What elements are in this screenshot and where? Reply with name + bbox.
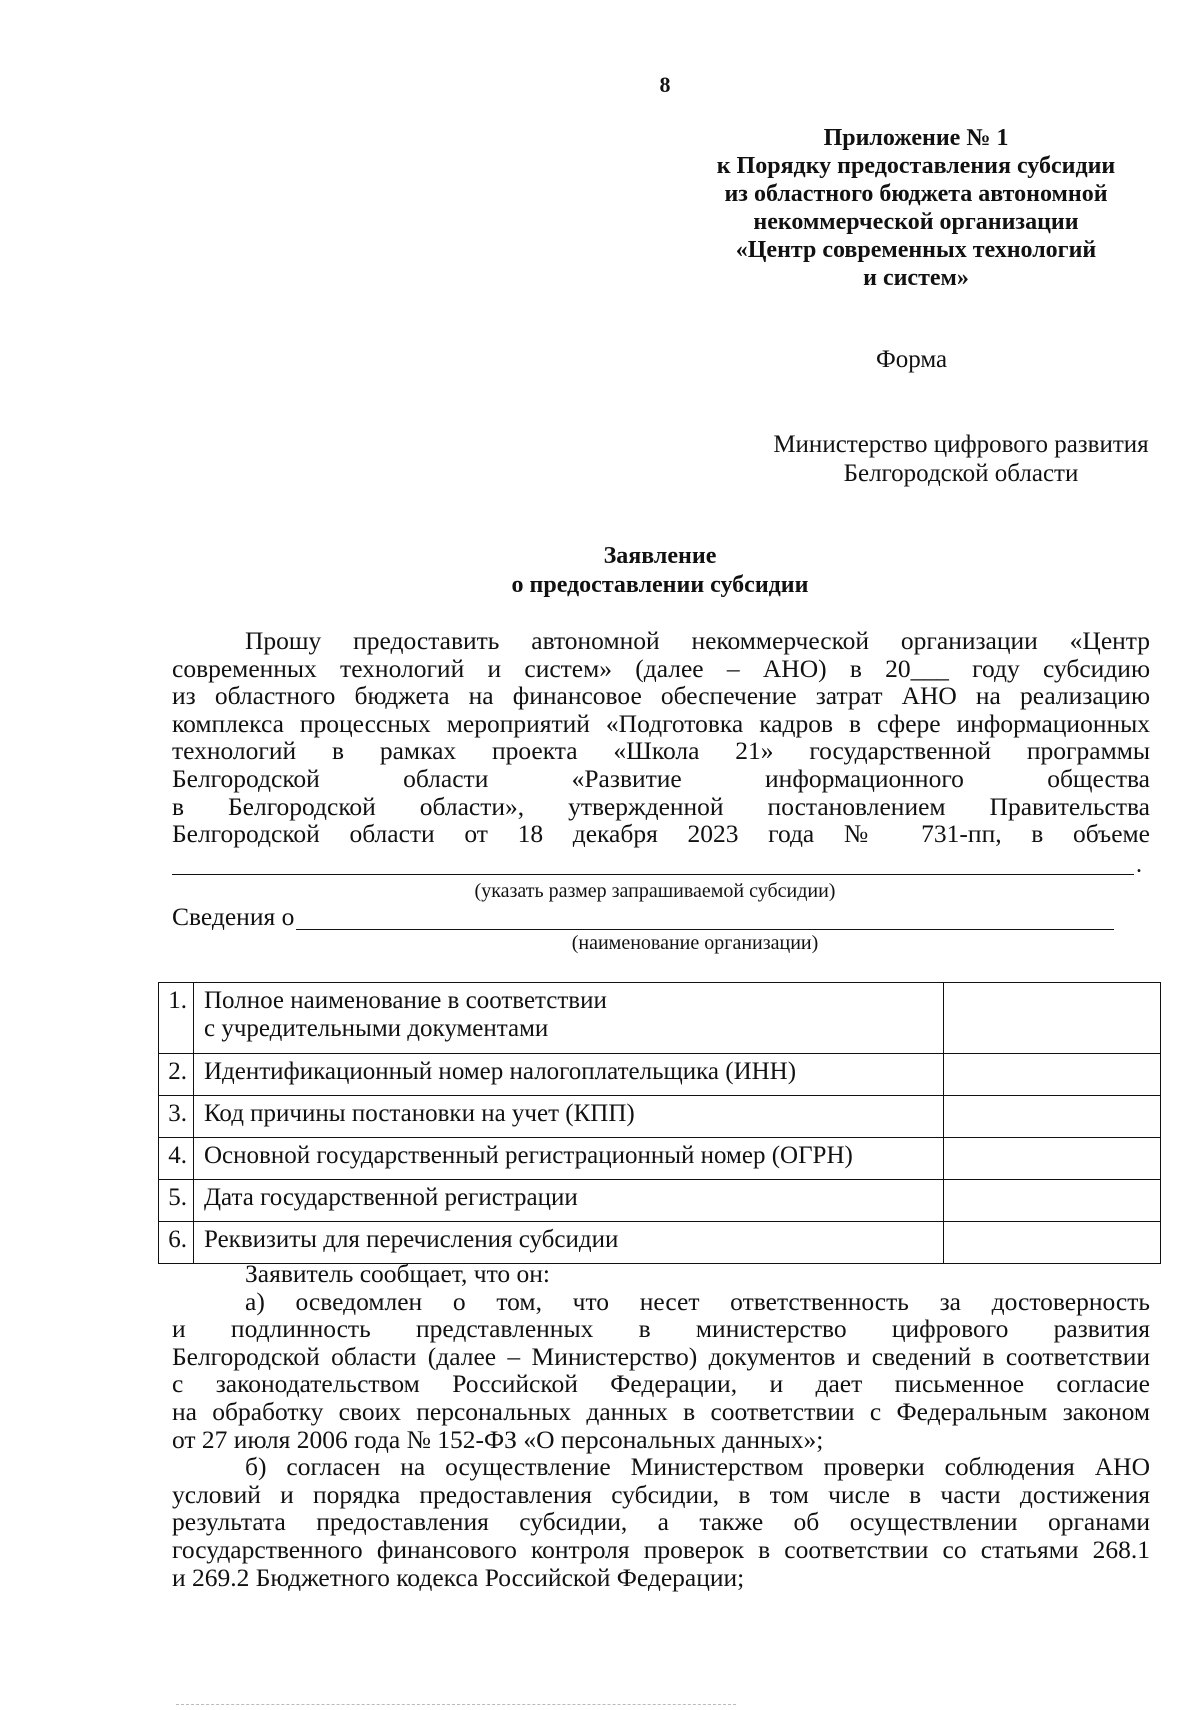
appendix-line: Приложение № 1 [823,125,1009,151]
statement-line: результата предоставления субсидии, а также об осуществлении органами [172,1507,1150,1537]
row-value-cell[interactable] [944,1180,1161,1222]
row-label: Идентификационный номер налогоплательщика (ИНН) [194,1054,944,1096]
statement-intro: Заявитель сообщает, что он: [245,1259,550,1288]
statement-line: условий и порядка предоставления субсидии, в том числе в части достижения [172,1479,1150,1509]
table-row [159,983,1161,1054]
appendix-line: из областного бюджета автономной [724,181,1108,207]
paragraph-line: Белгородской области «Развитие информационного общества [172,763,1150,793]
row-number: 3. [159,1096,194,1138]
row-number: 2. [159,1054,194,1096]
appendix-header [686,124,1146,292]
statement-line: и подлинность представленных в министерство цифрового развития [172,1314,1150,1344]
appendix-line: «Центр современных технологий [735,237,1097,263]
appendix-line: и систем» [863,265,969,291]
paragraph-line: в Белгородской области», утвержденной постановлением Правительства [172,791,1150,821]
table-row [159,1222,1161,1264]
paragraph-line: комплекса процессных мероприятий «Подготовка кадров в сфере информационных [172,708,1150,738]
addressee [716,430,1200,488]
row-value-cell[interactable] [944,983,1161,1054]
amount-caption: (указать размер запрашиваемой субсидии) [474,880,836,902]
scan-edge-divider [176,1704,736,1705]
request-paragraph [172,627,1150,848]
paragraph-line: современных технологий и систем» (далее – АНО) в 20___ году субсидию [172,653,1150,683]
row-number: 5. [159,1180,194,1222]
row-label: Код причины постановки на учет (КПП) [194,1096,944,1138]
addressee-line: Белгородской области [843,460,1079,487]
row-label: Реквизиты для перечисления субсидии [194,1222,944,1264]
title-line-1: Заявление [603,543,717,569]
row-label-line: Полное наименование в соответствии [204,987,607,1014]
applicant-statements [172,1260,1150,1591]
organization-info-table [158,982,1161,1264]
form-label: Форма [876,346,948,373]
appendix-line: к Порядку предоставления субсидии [716,153,1116,179]
paragraph-line: Прошу предоставить автономной некоммерческой организации «Центр [245,626,1150,655]
table-row [159,1180,1161,1222]
row-value-cell[interactable] [944,1054,1161,1096]
document-title [440,542,880,600]
paragraph-line: технологий в рамках проекта «Школа 21» государственной программы [172,736,1150,766]
row-number: 4. [159,1138,194,1180]
row-label: Дата государственной регистрации [194,1180,944,1222]
statement-line: с законодательством Российской Федерации, и дает письменное согласие [172,1369,1150,1399]
page-number: 8 [659,72,671,97]
table-row [159,1138,1161,1180]
statement-line: Белгородской области (далее – Министерство) документов и сведений в соответствии [172,1341,1150,1371]
row-label-line: с учредительными документами [204,1015,549,1042]
subsidy-amount-blank[interactable] [172,874,1134,875]
row-value-cell[interactable] [944,1138,1161,1180]
addressee-line: Министерство цифрового развития [773,431,1149,458]
statement-line: и 269.2 Бюджетного кодекса Российской Федерации; [172,1562,745,1592]
table-row [159,1096,1161,1138]
statement-line: на обработку своих персональных данных в соответствии с Федеральным законом [172,1396,1150,1426]
title-line-2: о предоставлении субсидии [511,572,809,598]
amount-end-punctuation: . [1136,852,1142,878]
paragraph-line: Белгородской области от 18 декабря 2023 года № 731-пп, в объеме [172,819,1150,849]
row-value-cell[interactable] [944,1222,1161,1264]
organization-caption: (наименование организации) [571,932,819,954]
appendix-line: некоммерческой организации [753,209,1079,235]
table-row [159,1054,1161,1096]
row-number: 6. [159,1222,194,1264]
statement-line: от 27 июля 2006 года № 152-ФЗ «О персональных данных»; [172,1424,824,1454]
organization-label: Сведения о [172,902,295,931]
row-value-cell[interactable] [944,1096,1161,1138]
statement-line: а) осведомлен о том, что несет ответственность за достоверность [245,1286,1150,1316]
row-label [194,983,944,1054]
row-number: 1. [159,983,194,1054]
statement-line: государственного финансового контроля проверок в соответствии со статьями 268.1 [172,1534,1150,1564]
statement-line: б) согласен на осуществление Министерством проверки соблюдения АНО [245,1452,1150,1482]
paragraph-line: из областного бюджета на финансовое обеспечение затрат АНО на реализацию [172,681,1150,711]
organization-name-blank[interactable] [296,929,1114,930]
row-label: Основной государственный регистрационный номер (ОГРН) [194,1138,944,1180]
